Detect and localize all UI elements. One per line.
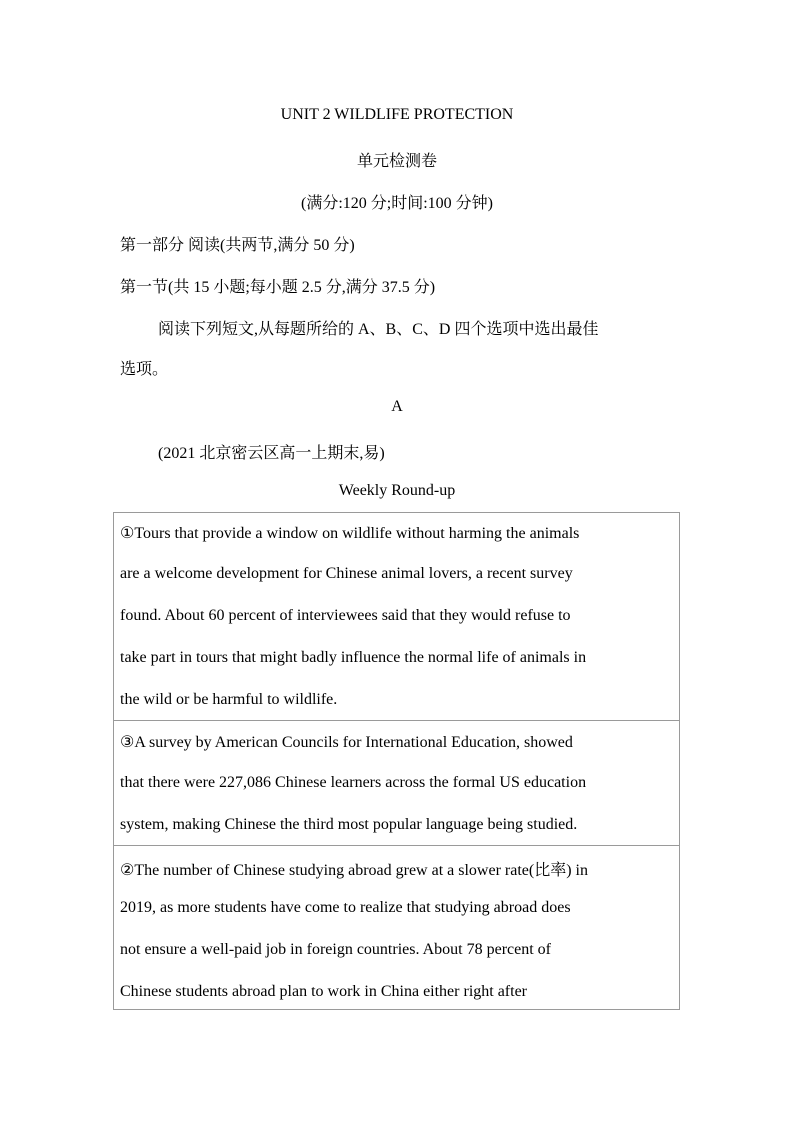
- news-line: ③A survey by American Councils for International Education, showed: [120, 734, 573, 751]
- document-title: UNIT 2 WILDLIFE PROTECTION: [280, 106, 514, 123]
- document-subtitle: 单元检测卷: [356, 153, 437, 170]
- score-time-info: (满分:120 分;时间:100 分钟): [301, 195, 493, 212]
- news-line: take part in tours that might badly influence the normal life of animals in: [120, 649, 587, 666]
- news-line: found. About 60 percent of interviewees said that they would refuse to: [120, 607, 571, 624]
- instruction-line: 选项。: [120, 361, 169, 378]
- news-line: are a welcome development for Chinese animal lovers, a recent survey: [120, 565, 573, 582]
- news-line: ②The number of Chinese studying abroad grew at a slower rate(比率) in: [120, 862, 588, 879]
- news-line: 2019, as more students have come to realize that studying abroad does: [120, 899, 571, 916]
- section-heading: 第一节(共 15 小题;每小题 2.5 分,满分 37.5 分): [120, 279, 436, 296]
- part-heading: 第一部分 阅读(共两节,满分 50 分): [120, 237, 355, 254]
- news-line: that there were 227,086 Chinese learners across the formal US education: [120, 774, 587, 791]
- news-line: the wild or be harmful to wildlife.: [120, 691, 338, 708]
- passage-letter: A: [391, 398, 403, 415]
- news-item: [114, 721, 679, 846]
- news-table: [113, 512, 680, 1010]
- passage-title: Weekly Round-up: [338, 482, 456, 499]
- news-line: ①Tours that provide a window on wildlife without harming the animals: [120, 525, 580, 542]
- instruction-line: 阅读下列短文,从每题所给的 A、B、C、D 四个选项中选出最佳: [158, 321, 599, 338]
- news-line: Chinese students abroad plan to work in China either right after: [120, 983, 528, 1000]
- news-item: [114, 513, 679, 721]
- news-line: not ensure a well-paid job in foreign countries. About 78 percent of: [120, 941, 551, 958]
- news-item: [114, 846, 679, 1010]
- news-line: system, making Chinese the third most popular language being studied.: [120, 816, 578, 833]
- passage-source: (2021 北京密云区高一上期末,易): [158, 445, 385, 462]
